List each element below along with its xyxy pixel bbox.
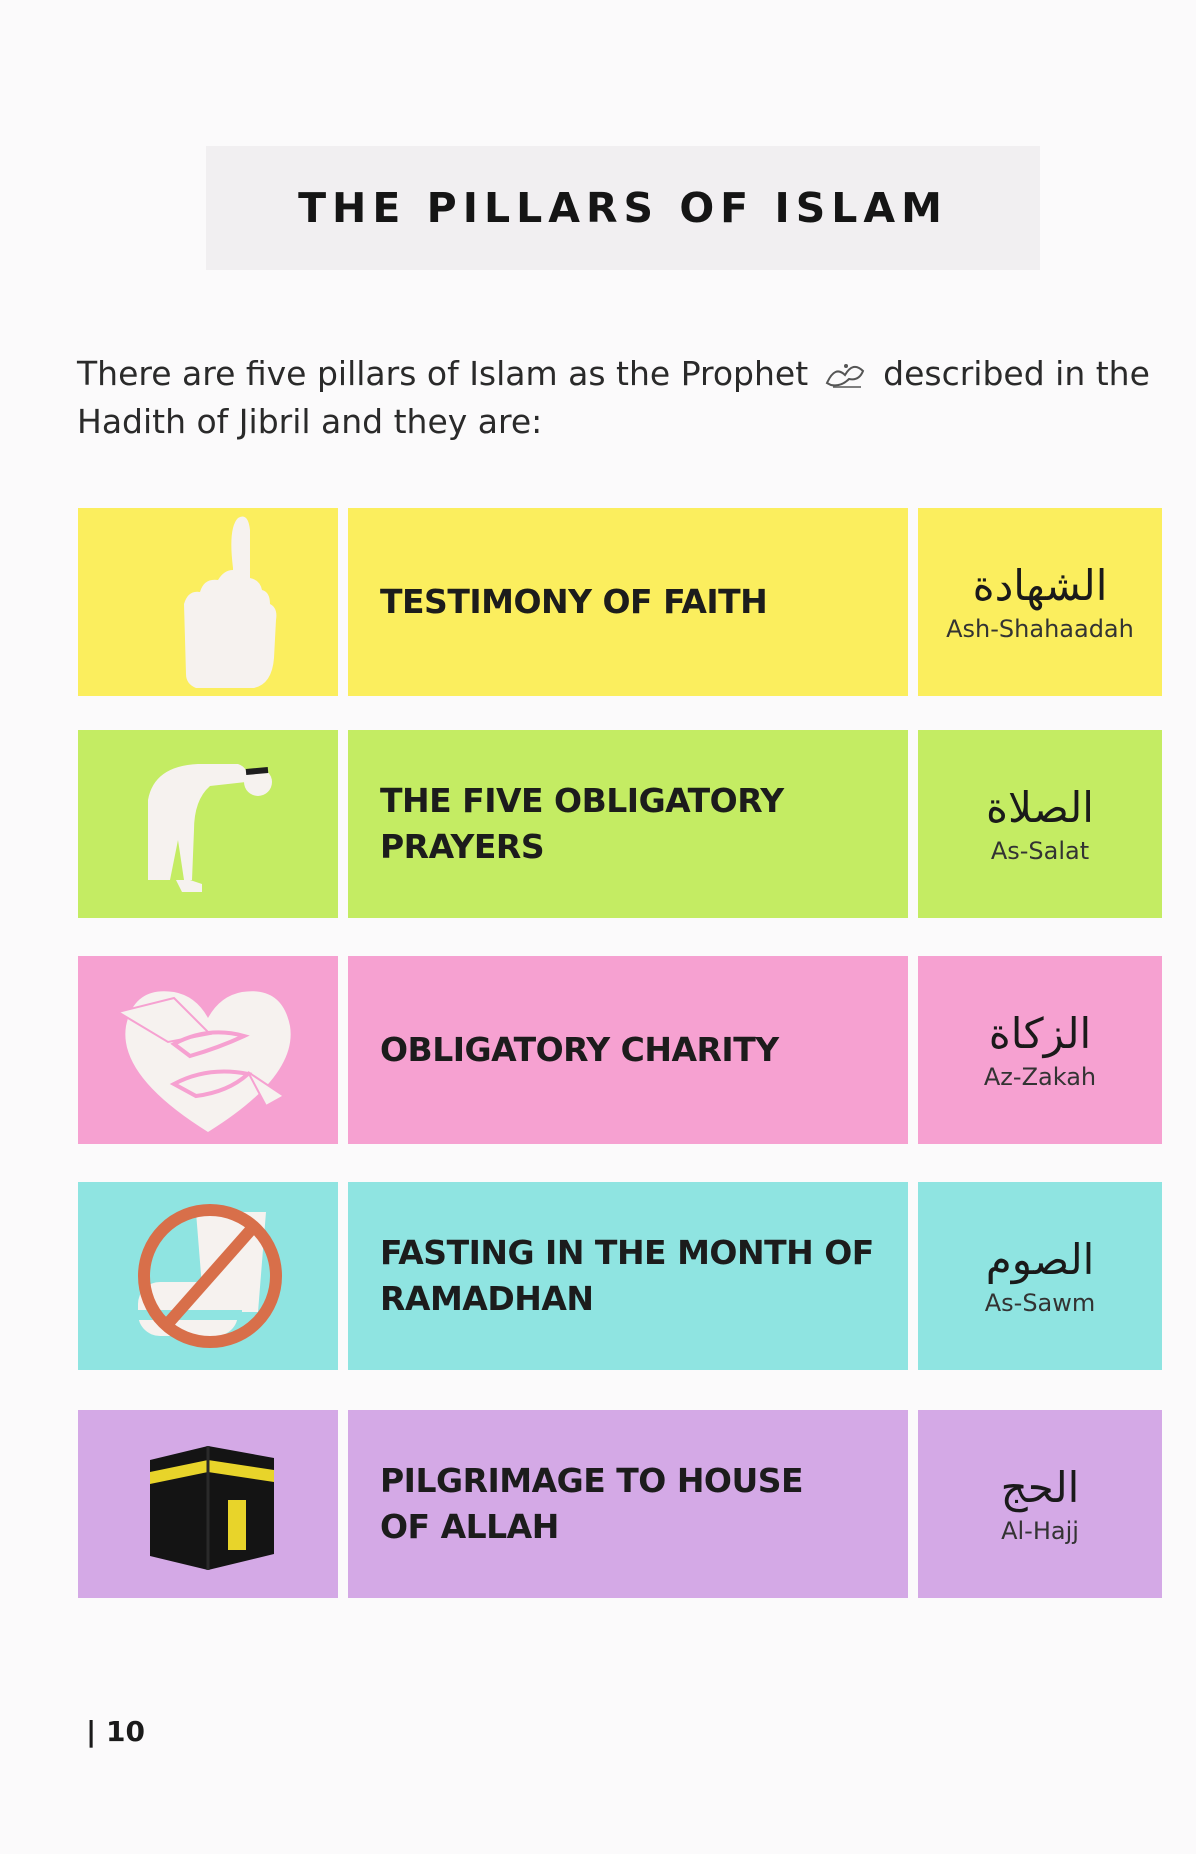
pillar-transliteration: As-Salat <box>990 837 1090 865</box>
title-banner <box>206 146 1040 270</box>
pillar-arabic-cell <box>918 1410 1162 1598</box>
pillar-icon-cell <box>78 1182 338 1370</box>
pillar-arabic: الحج <box>1000 1463 1080 1512</box>
intro-paragraph <box>77 350 1167 446</box>
pillar-arabic-cell <box>918 956 1162 1144</box>
pillar-transliteration: Ash-Shahaadah <box>946 615 1134 643</box>
pillar-label: OBLIGATORY CHARITY <box>380 1030 779 1069</box>
pillar-icon-cell <box>78 508 338 696</box>
pointing-finger-icon <box>78 508 338 696</box>
pillar-arabic: الصلاة <box>986 783 1094 832</box>
bowing-person-icon <box>78 730 338 918</box>
pillar-label: THE FIVE OBLIGATORY PRAYERS <box>380 781 784 866</box>
pillar-label: TESTIMONY OF FAITH <box>380 582 768 621</box>
pillar-row-salat <box>0 730 1196 920</box>
pillar-row-hajj <box>0 1410 1196 1600</box>
pillar-label: FASTING IN THE MONTH OF RAMADHAN <box>380 1233 874 1318</box>
pillar-icon-cell <box>78 730 338 918</box>
pillar-row-sawm <box>0 1182 1196 1372</box>
salutation-icon <box>823 357 869 391</box>
pillar-label-cell <box>348 1410 908 1598</box>
pillar-arabic-cell <box>918 730 1162 918</box>
pillar-label: PILGRIMAGE TO HOUSE OF ALLAH <box>380 1461 804 1546</box>
pillar-label-cell <box>348 956 908 1144</box>
pillar-label-cell <box>348 1182 908 1370</box>
intro-text-after: described in the Hadith of Jibril and they are: <box>77 354 1150 441</box>
pillar-icon-cell <box>78 956 338 1144</box>
pillar-arabic: الصوم <box>985 1235 1095 1284</box>
pillar-label-cell <box>348 730 908 918</box>
pillar-arabic: الشهادة <box>972 561 1108 610</box>
pillar-transliteration: As-Sawm <box>984 1289 1096 1317</box>
pillar-row-shahaadah <box>0 508 1196 698</box>
pillar-arabic-cell <box>918 1182 1162 1370</box>
pillar-icon-cell <box>78 1410 338 1598</box>
pillar-row-zakah <box>0 956 1196 1146</box>
no-food-icon <box>78 1182 338 1370</box>
pillar-transliteration: Al-Hajj <box>1001 1517 1079 1545</box>
page-title: THE PILLARS OF ISLAM <box>298 184 948 232</box>
pillar-arabic-cell <box>918 508 1162 696</box>
pillar-label-cell <box>348 508 908 696</box>
pillar-arabic: الزكاة <box>988 1009 1092 1058</box>
page-number: | 10 <box>86 1715 145 1748</box>
intro-text-before: There are five pillars of Islam as the Prophet <box>77 354 809 393</box>
kaaba-icon <box>78 1410 338 1598</box>
pillar-transliteration: Az-Zakah <box>983 1063 1097 1091</box>
heart-hands-icon <box>78 956 338 1144</box>
